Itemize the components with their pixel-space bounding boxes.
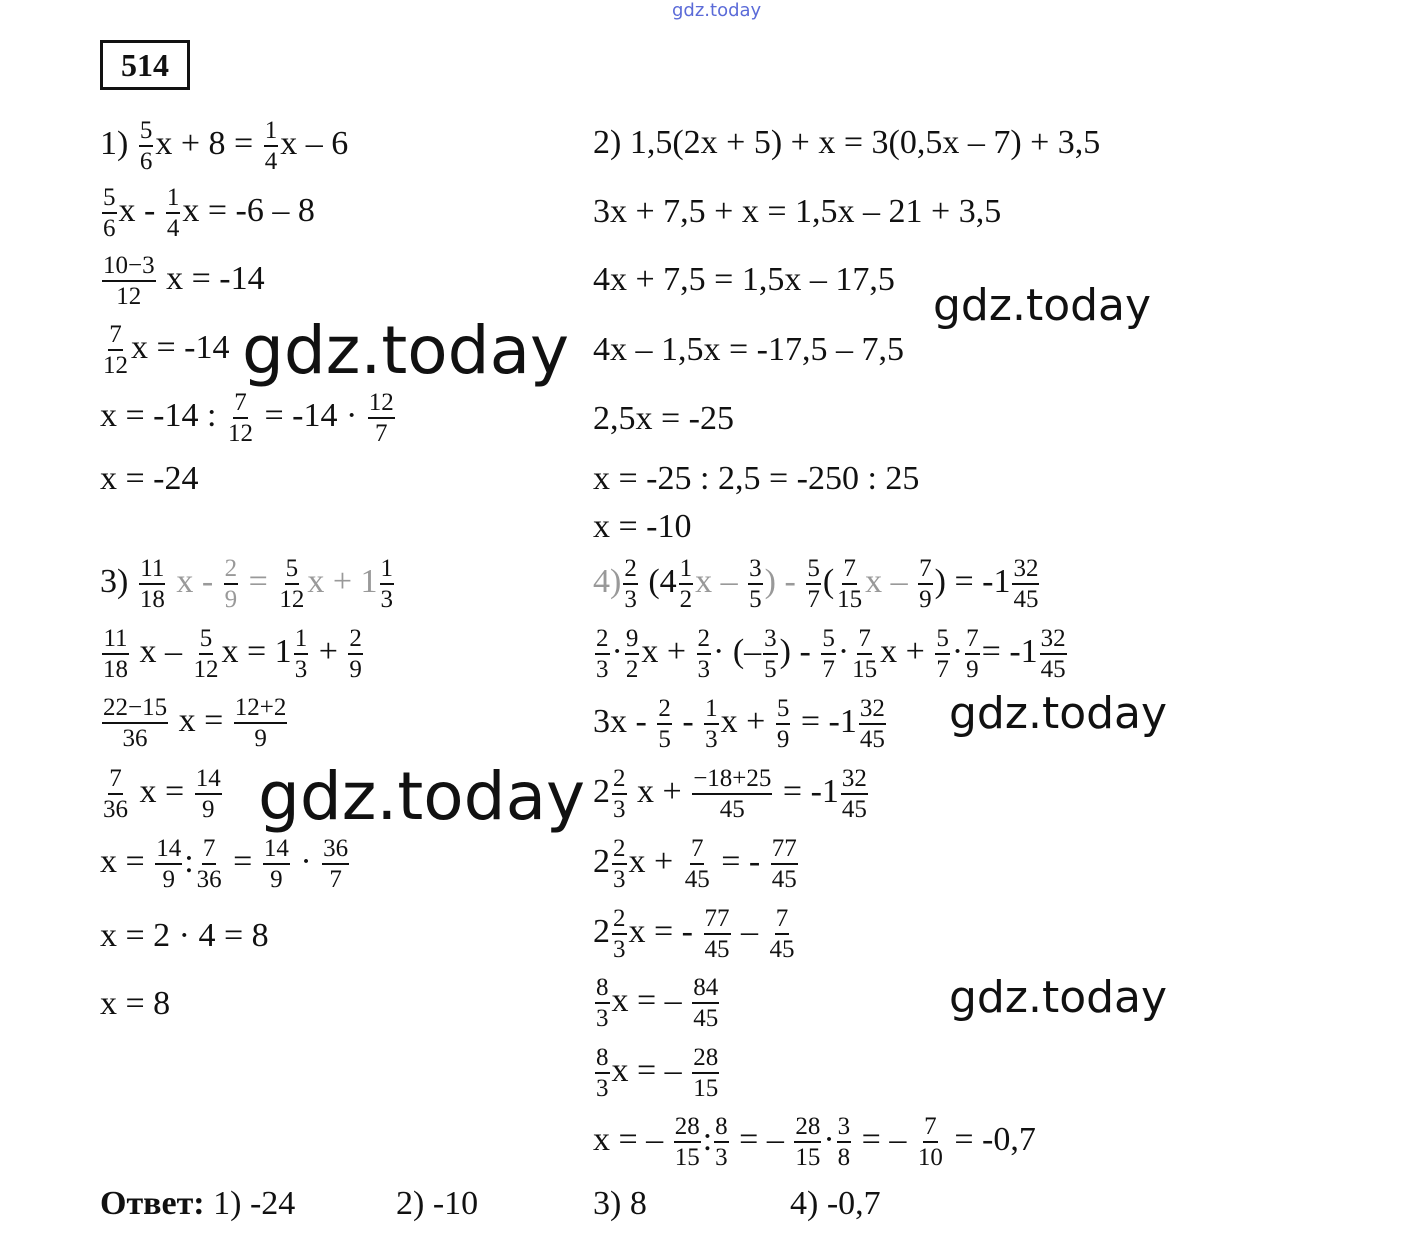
frac-5-7: $\frac{5}{7}$ xyxy=(822,625,835,683)
p1-l4: x = -14 xyxy=(131,328,230,366)
p4-l9b: : xyxy=(702,1120,713,1158)
p3-l2a: x – xyxy=(139,632,182,670)
p3-l5a: x = xyxy=(100,842,145,880)
p4-line-5 xyxy=(593,836,800,892)
frac-2-3: $\frac{2}{3}$ xyxy=(613,905,626,963)
p1-line-1 xyxy=(100,118,348,174)
frac-8-3: $\frac{8}{3}$ xyxy=(715,1113,728,1171)
p3-l2c: + xyxy=(318,632,338,670)
p3-l3: x = xyxy=(178,701,224,739)
frac-2-9: $\frac{2}{9}$ xyxy=(349,625,362,683)
p3-line-2 xyxy=(100,626,365,682)
p1-label: 1) xyxy=(100,124,129,162)
p1-l2b: x = -6 – 8 xyxy=(182,191,315,229)
answer-4: 4) -0,7 xyxy=(790,1185,881,1222)
p1-line-4 xyxy=(100,322,230,378)
p1-l5a: x = -14 : xyxy=(100,396,217,434)
frac-2-5: $\frac{2}{5}$ xyxy=(658,695,671,753)
frac-32-45: $\frac{32}{45}$ xyxy=(841,765,867,823)
p4-l2g: · xyxy=(951,632,964,670)
frac-32-45: $\frac{32}{45}$ xyxy=(1013,555,1039,613)
frac-1-3: $\frac{1}{3}$ xyxy=(294,625,308,683)
p4-l2h: = -1 xyxy=(981,632,1038,670)
frac-2-3: $\frac{2}{3}$ xyxy=(596,625,609,683)
frac-5-7: $\frac{5}{7}$ xyxy=(936,625,949,683)
frac-2-9: $\frac{2}{9}$ xyxy=(224,555,238,613)
watermark-top: gdz.today xyxy=(672,0,762,21)
p4-l3c: x + xyxy=(720,702,766,740)
p4-l9d: · xyxy=(823,1120,835,1158)
watermark-2: gdz.today xyxy=(933,280,1152,331)
frac-14-9: $\frac{14}{9}$ xyxy=(156,835,182,893)
p1-line-2 xyxy=(100,185,315,241)
frac-m18p25-45: $\frac{-18+25}{45}$ xyxy=(693,765,772,823)
p3-label: 3) xyxy=(100,562,129,600)
frac-1-3: $\frac{1}{3}$ xyxy=(705,695,718,753)
p4-l2a: · xyxy=(611,632,623,670)
p4-l4a: 2 xyxy=(593,772,610,810)
frac-32-45: $\frac{32}{45}$ xyxy=(859,695,885,753)
frac-5-9: $\frac{5}{9}$ xyxy=(776,695,790,753)
p2-line-1: 2) 1,5(2x + 5) + x = 3(0,5x – 7) + 3,5 xyxy=(593,124,1101,161)
p1-l1a: x + 8 = xyxy=(155,124,254,162)
frac-2-3: $\frac{2}{3}$ xyxy=(697,625,711,683)
frac-1-4: $\frac{1}{4}$ xyxy=(264,117,278,175)
p3-l1b: = xyxy=(248,562,268,600)
p1-l1b: x – 6 xyxy=(280,124,349,162)
p4-l2c: · (– xyxy=(713,632,762,670)
p4-line-1 xyxy=(593,556,1041,612)
watermark-4: gdz.today xyxy=(949,688,1168,739)
p3-line-6: x = 2 · 4 = 8 xyxy=(100,917,269,954)
p4-l3d: = -1 xyxy=(800,702,857,740)
frac-77-45: $\frac{77}{45}$ xyxy=(704,905,730,963)
frac-14-9: $\frac{14}{9}$ xyxy=(263,835,289,893)
p3-l5b: : xyxy=(184,842,194,880)
frac-7-15: $\frac{7}{15}$ xyxy=(852,625,878,683)
problem-number: 514 xyxy=(100,40,190,90)
frac-5-6: $\frac{5}{6}$ xyxy=(103,184,116,242)
p3-line-4 xyxy=(100,766,224,822)
p2-line-3: 4x + 7,5 = 1,5x – 17,5 xyxy=(593,261,895,298)
p4-l7a: x = – xyxy=(611,981,682,1019)
frac-14-9: $\frac{14}{9}$ xyxy=(195,765,221,823)
p4-l5b: x + xyxy=(628,842,674,880)
p2-line-5: 2,5x = -25 xyxy=(593,400,734,437)
p4-line-9 xyxy=(593,1114,1036,1170)
p4-l1b: x – xyxy=(695,562,738,600)
frac-5-12: $\frac{5}{12}$ xyxy=(193,625,219,683)
frac-7-9: $\frac{7}{9}$ xyxy=(966,625,979,683)
p4-l4c: = -1 xyxy=(782,772,839,810)
p3-line-7: x = 8 xyxy=(100,985,171,1022)
frac-8-3: $\frac{8}{3}$ xyxy=(596,974,609,1032)
p3-l2b: x = 1 xyxy=(221,632,292,670)
frac-77-45: $\frac{77}{45}$ xyxy=(771,835,797,893)
watermark-5: gdz.today xyxy=(949,972,1168,1023)
frac-28-15: $\frac{28}{15}$ xyxy=(693,1044,719,1102)
p4-l9f: = -0,7 xyxy=(954,1120,1036,1158)
p4-l3a: 3x - xyxy=(593,702,647,740)
frac-5-12: $\frac{5}{12}$ xyxy=(279,555,305,613)
answer-label: Ответ: xyxy=(100,1185,205,1222)
frac-7-10: $\frac{7}{10}$ xyxy=(917,1113,943,1171)
frac-84-45: $\frac{84}{45}$ xyxy=(693,974,719,1032)
answer-2: 2) -10 xyxy=(396,1185,479,1222)
p4-l9a: x = – xyxy=(593,1120,664,1158)
p4-l1d: ( xyxy=(822,562,835,600)
p3-l4: x = xyxy=(139,772,185,810)
frac-12p2-9: $\frac{12+2}{9}$ xyxy=(234,694,287,752)
frac-28-15: $\frac{28}{15}$ xyxy=(674,1113,700,1171)
p1-line-6: x = -24 xyxy=(100,460,199,497)
frac-1-4: $\frac{1}{4}$ xyxy=(166,184,180,242)
p1-l5b: = -14 · xyxy=(264,396,358,434)
p1-l3: x = -14 xyxy=(166,259,265,297)
p3-l1a: x - xyxy=(176,562,214,600)
frac-7-36: $\frac{7}{36}$ xyxy=(103,765,128,823)
p2-line-6: x = -25 : 2,5 = -250 : 25 xyxy=(593,460,920,497)
p2-line-2: 3x + 7,5 + x = 1,5x – 21 + 3,5 xyxy=(593,193,1002,230)
p4-label: 4) xyxy=(593,562,622,600)
frac-7-15: $\frac{7}{15}$ xyxy=(837,555,863,613)
p1-line-5 xyxy=(100,390,397,446)
watermark-3: gdz.today xyxy=(258,758,586,835)
p2-line-4: 4x – 1,5x = -17,5 – 7,5 xyxy=(593,331,904,368)
frac-7-12: $\frac{7}{12}$ xyxy=(103,321,128,379)
p4-line-7 xyxy=(593,975,721,1031)
p1-l2a: x - xyxy=(118,191,156,229)
frac-7-45: $\frac{7}{45}$ xyxy=(769,905,795,963)
p4-l6b: x = - xyxy=(628,912,693,950)
answer-3: 3) 8 xyxy=(593,1185,647,1222)
p4-l3b: - xyxy=(682,702,694,740)
frac-36-7: $\frac{36}{7}$ xyxy=(323,835,349,893)
frac-3-5: $\frac{3}{5}$ xyxy=(764,625,777,683)
p3-line-1 xyxy=(100,556,396,612)
frac-5-7: $\frac{5}{7}$ xyxy=(807,555,820,613)
p4-l1c: ) - xyxy=(764,562,796,600)
frac-2-3: $\frac{2}{3}$ xyxy=(613,765,626,823)
p4-l5c: = - xyxy=(721,842,761,880)
frac-7-45: $\frac{7}{45}$ xyxy=(684,835,710,893)
frac-8-3: $\frac{8}{3}$ xyxy=(596,1044,609,1102)
p4-line-4 xyxy=(593,766,870,822)
frac-3-5: $\frac{3}{5}$ xyxy=(749,555,762,613)
p3-l1c: x + 1 xyxy=(307,562,378,600)
p4-line-3 xyxy=(593,696,888,752)
p4-l1e: x – xyxy=(865,562,908,600)
p4-l1f: ) = -1 xyxy=(934,562,1011,600)
frac-3-8: $\frac{3}{8}$ xyxy=(837,1113,851,1171)
frac-22m15-36: $\frac{22-15}{36}$ xyxy=(103,694,168,752)
frac-11-18: $\frac{11}{18}$ xyxy=(103,625,128,683)
p4-l2b: x + xyxy=(641,632,687,670)
frac-7-12: $\frac{7}{12}$ xyxy=(227,389,253,447)
frac-12-7: $\frac{12}{7}$ xyxy=(368,389,394,447)
frac-1-3: $\frac{1}{3}$ xyxy=(380,555,394,613)
frac-28-15: $\frac{28}{15}$ xyxy=(795,1113,821,1171)
frac-2-3: $\frac{2}{3}$ xyxy=(613,835,626,893)
p4-l9e: = – xyxy=(861,1120,907,1158)
answer-1: 1) -24 xyxy=(213,1185,296,1222)
p3-line-5 xyxy=(100,836,351,892)
p4-line-2 xyxy=(593,626,1069,682)
frac-32-45: $\frac{32}{45}$ xyxy=(1040,625,1066,683)
p4-l1a: (4 xyxy=(648,562,677,600)
answer-line xyxy=(100,1187,295,1221)
p4-l8a: x = – xyxy=(611,1051,682,1089)
p4-l2f: x + xyxy=(880,632,925,670)
p4-line-6 xyxy=(593,906,798,962)
p3-l5c: = xyxy=(233,842,253,880)
p4-l5a: 2 xyxy=(593,842,610,880)
p1-line-3 xyxy=(100,253,265,309)
p4-l2e: · xyxy=(837,632,850,670)
p4-l4b: x + xyxy=(637,772,682,810)
frac-11-18: $\frac{11}{18}$ xyxy=(139,555,165,613)
frac-2-3: $\frac{2}{3}$ xyxy=(624,555,637,613)
p4-line-8 xyxy=(593,1045,721,1101)
p4-l9c: = – xyxy=(739,1120,784,1158)
p4-l2d: ) - xyxy=(779,632,811,670)
p4-l6a: 2 xyxy=(593,912,610,950)
p4-l6c: – xyxy=(741,912,758,950)
watermark-1: gdz.today xyxy=(242,312,570,389)
frac-7-36: $\frac{7}{36}$ xyxy=(196,835,222,893)
p3-line-3 xyxy=(100,695,289,751)
frac-9-2: $\frac{9}{2}$ xyxy=(625,625,639,683)
p2-line-7: x = -10 xyxy=(593,508,692,545)
frac-7-9: $\frac{7}{9}$ xyxy=(919,555,932,613)
frac-10m3-12: $\frac{10-3}{12}$ xyxy=(103,252,155,310)
p3-l5d: · xyxy=(300,842,312,880)
frac-1-2: $\frac{1}{2}$ xyxy=(679,555,693,613)
frac-5-6: $\frac{5}{6}$ xyxy=(139,117,153,175)
